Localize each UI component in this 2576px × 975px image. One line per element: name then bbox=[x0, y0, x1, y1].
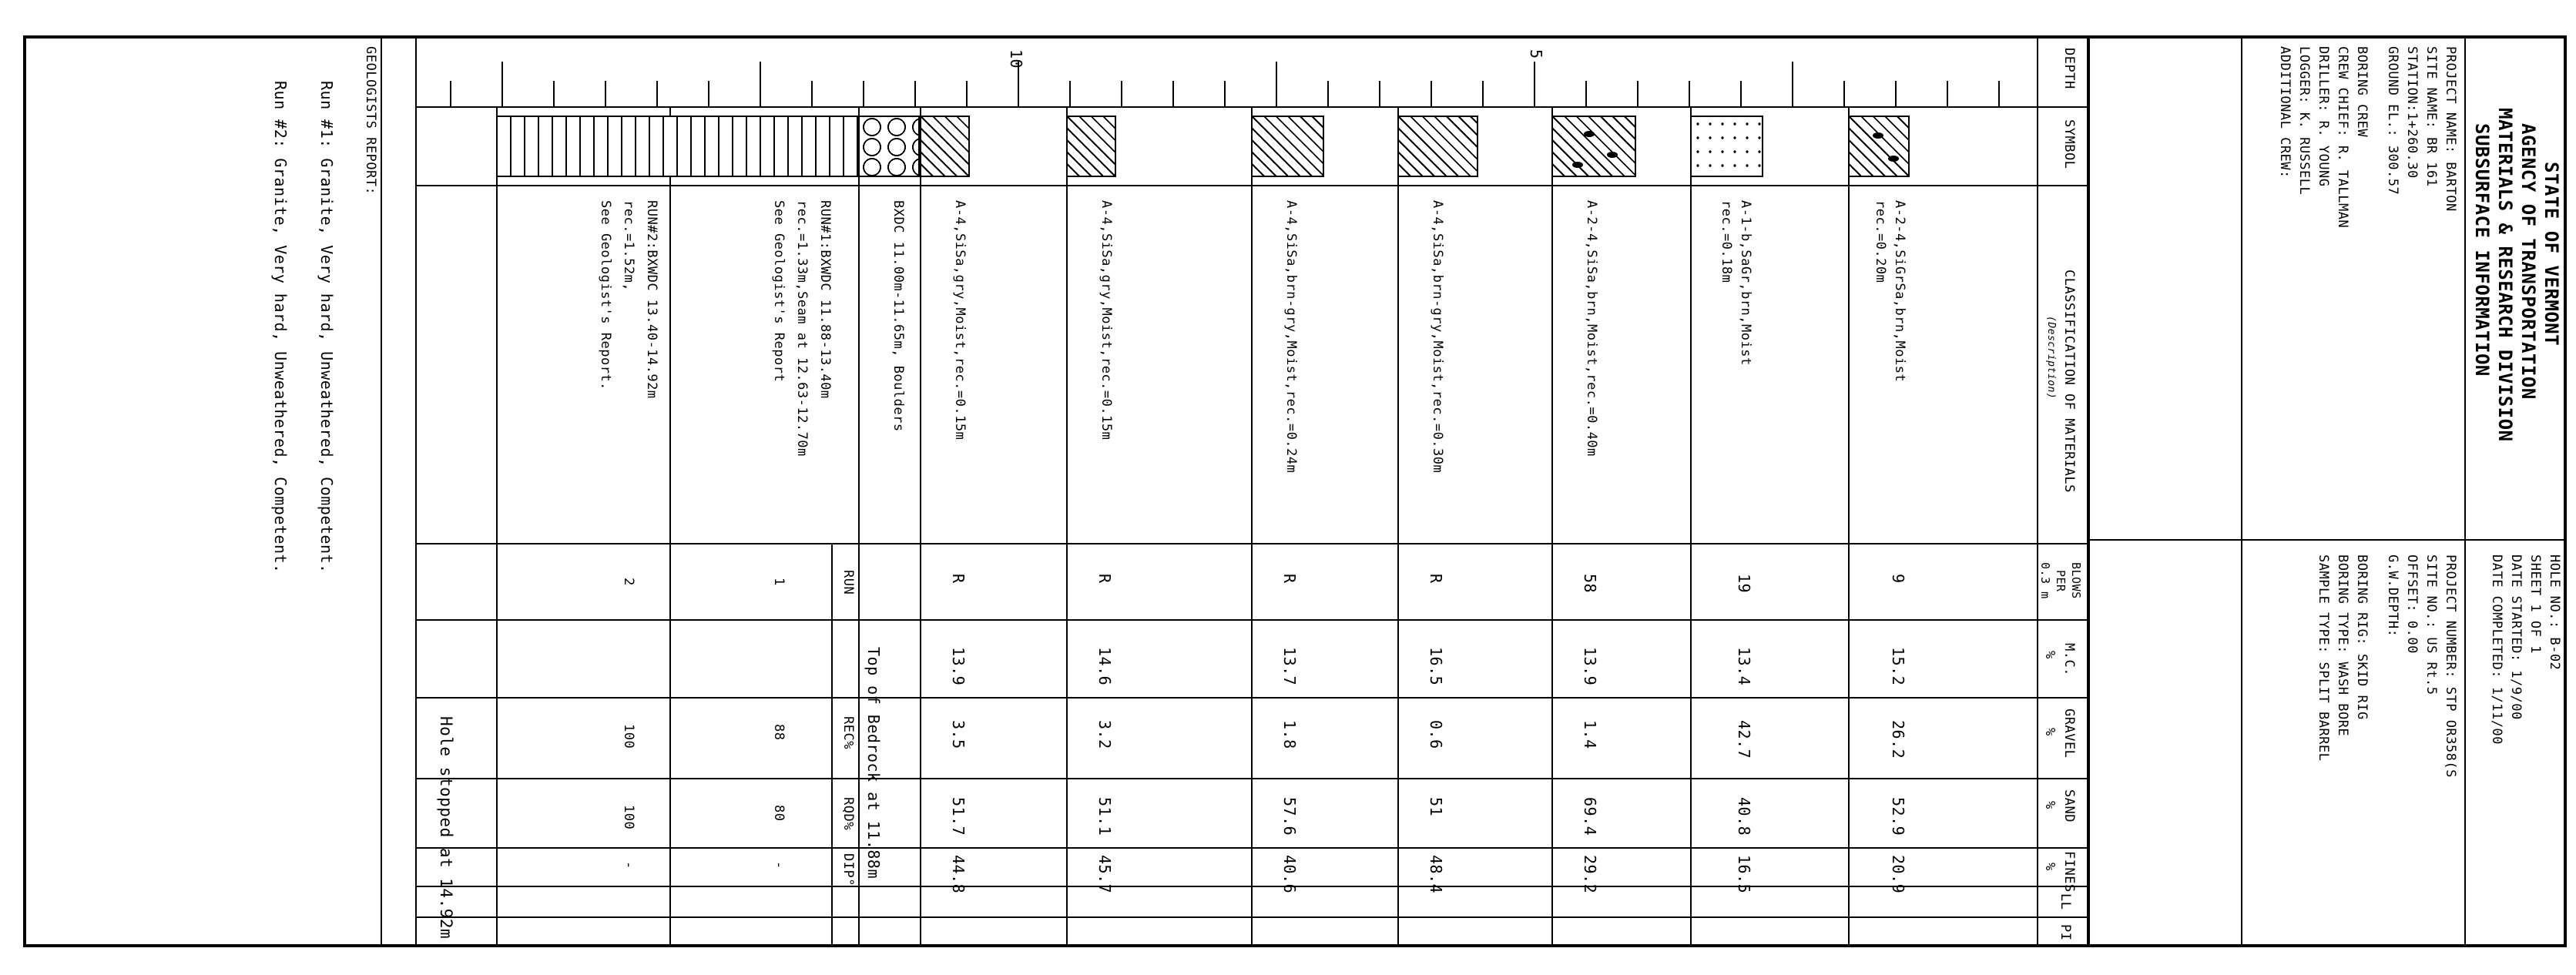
run-boundary bbox=[669, 106, 671, 947]
sample-2-sand: 40.8 bbox=[1735, 797, 1753, 836]
sample-1-fines: 20.9 bbox=[1889, 855, 1907, 894]
sample-7-fines: 44.8 bbox=[949, 855, 968, 894]
bedrock-boundary bbox=[858, 106, 860, 947]
date-completed: DATE COMPLETED: 1/11/00 bbox=[2489, 555, 2504, 745]
org-line-3: MATERIALS & RESEARCH DIVISION bbox=[2494, 108, 2516, 442]
station: STATION:1+260.30 bbox=[2404, 46, 2420, 179]
col-blows-3: 0.3 m bbox=[2038, 562, 2052, 599]
sample-3-mc: 13.9 bbox=[1581, 647, 1599, 686]
col-symbol: SYMBOL bbox=[2061, 119, 2077, 169]
sample-6-gravel: 3.2 bbox=[1095, 720, 1114, 749]
hole-no: HOLE NO.: B-02 bbox=[2547, 555, 2562, 671]
project-number: PROJECT NUMBER: STP OR358(S bbox=[2443, 555, 2458, 778]
depth-tick bbox=[914, 81, 916, 106]
col-fines-1: FINES bbox=[2061, 851, 2077, 893]
sample-5-gravel: 1.8 bbox=[1280, 720, 1299, 749]
sample-4-gravel: 0.6 bbox=[1427, 720, 1445, 749]
depth-tick bbox=[1585, 81, 1587, 106]
org-line-2: AGENCY OF TRANSPORTATION bbox=[2517, 123, 2539, 400]
col-gravel-1: GRAVEL bbox=[2061, 709, 2077, 759]
sample-1-rec: rec.=0.20m bbox=[1873, 200, 1888, 283]
symbol-silty-gravel-sand bbox=[1848, 116, 1910, 177]
rock-header-rqd: RQD% bbox=[840, 797, 856, 830]
col-depth: DEPTH bbox=[2061, 48, 2077, 89]
sample-2-fines: 16.5 bbox=[1735, 855, 1753, 894]
run-1-number: 1 bbox=[771, 578, 787, 586]
depth-label-10: 10 bbox=[1007, 49, 1025, 69]
depth-tick bbox=[450, 81, 451, 106]
col-gravel-2: % bbox=[2042, 728, 2058, 736]
boulders-desc: BXDC 11.00m-11.65m, Boulders bbox=[891, 200, 906, 432]
log-left-border bbox=[415, 39, 417, 947]
col-ll: LL bbox=[2058, 893, 2073, 910]
depth-tick bbox=[1276, 62, 1277, 106]
symbol-silty-sand bbox=[1251, 116, 1324, 177]
depth-tick bbox=[1895, 81, 1897, 106]
sample-5-blows: R bbox=[1280, 574, 1299, 584]
sheet-no: SHEET 1 OF 1 bbox=[2527, 555, 2543, 654]
run1-line2: rec.=1.33m,Seam at 12.63-12.70m bbox=[794, 200, 810, 457]
project-name: PROJECT NAME: BARTON bbox=[2443, 46, 2458, 212]
run-1-rec: 88 bbox=[771, 724, 787, 741]
site-no: SITE NO.: US Rt.5 bbox=[2423, 555, 2439, 695]
org-line-4: SUBSURFACE INFORMATION bbox=[2471, 123, 2493, 377]
sample-boundary bbox=[1251, 106, 1253, 947]
sample-1-gravel: 26.2 bbox=[1889, 720, 1907, 759]
depth-tick bbox=[1534, 62, 1535, 106]
sample-4-mc: 16.5 bbox=[1427, 647, 1445, 686]
sample-6-desc: A-4,SiSa,gry,Moist,rec.=0.15m bbox=[1098, 200, 1114, 441]
depth-label-5: 5 bbox=[1527, 49, 1545, 59]
depth-tick bbox=[1379, 81, 1380, 106]
boring-log-sheet bbox=[23, 35, 2567, 947]
ground-el: GROUND EL.: 300.57 bbox=[2385, 46, 2400, 196]
sample-3-gravel: 1.4 bbox=[1581, 720, 1599, 749]
header-title-line bbox=[2464, 39, 2466, 947]
header-divider bbox=[2087, 39, 2090, 947]
sample-3-sand: 69.4 bbox=[1581, 797, 1599, 836]
sample-6-blows: R bbox=[1095, 574, 1114, 584]
col-blows-1: BLOWS bbox=[2069, 562, 2083, 599]
depth-tick bbox=[1843, 81, 1845, 106]
org-line-1: STATE OF VERMONT bbox=[2541, 162, 2562, 347]
symbol-bedrock bbox=[496, 116, 858, 177]
offset: OFFSET: 0.00 bbox=[2404, 555, 2420, 654]
col-pi: PI bbox=[2058, 924, 2073, 941]
boring-rig: BORING RIG: SKID RIG bbox=[2354, 555, 2370, 720]
sample-4-fines: 48.4 bbox=[1427, 855, 1445, 894]
column-header-line bbox=[2037, 39, 2038, 947]
sample-2-desc: A-1-b,SaGr,brn,Moist bbox=[1738, 200, 1753, 366]
col-sand-2: % bbox=[2042, 801, 2058, 809]
sample-boundary bbox=[1551, 106, 1553, 947]
depth-tick bbox=[1689, 81, 1690, 106]
depth-tick bbox=[501, 62, 503, 106]
sample-2-rec: rec.=0.18m bbox=[1719, 200, 1734, 283]
depth-tick bbox=[1792, 62, 1793, 106]
col-blows-2: PER bbox=[2054, 570, 2068, 592]
depth-tick bbox=[1431, 81, 1432, 106]
geologists-report-run2: Run #2: Granite, Very hard, Unweathered, Competent. bbox=[271, 81, 290, 574]
sample-1-sand: 52.9 bbox=[1889, 797, 1907, 836]
geologist-report-divider bbox=[381, 39, 382, 947]
sample-7-mc: 13.9 bbox=[949, 647, 968, 686]
sample-6-mc: 14.6 bbox=[1095, 647, 1114, 686]
sample-5-fines: 40.6 bbox=[1280, 855, 1299, 894]
depth-tick bbox=[966, 81, 968, 106]
sample-7-gravel: 3.5 bbox=[949, 720, 968, 749]
driller: DRILLER: R. YOUNG bbox=[2316, 46, 2331, 187]
sample-4-sand: 51 bbox=[1427, 797, 1445, 817]
depth-tick bbox=[1740, 81, 1742, 106]
run-1-rqd: 80 bbox=[771, 805, 787, 822]
run-1-dip: - bbox=[771, 861, 787, 869]
depth-tick bbox=[1482, 81, 1484, 106]
sample-boundary bbox=[1066, 106, 1068, 947]
sample-1-mc: 15.2 bbox=[1889, 647, 1907, 686]
sample-4-blows: R bbox=[1427, 574, 1445, 584]
run-2-rec: 100 bbox=[621, 724, 636, 749]
sample-boundary bbox=[1690, 106, 1692, 947]
col-mc-2: % bbox=[2042, 651, 2058, 659]
depth-tick bbox=[1172, 81, 1174, 106]
sample-6-sand: 51.1 bbox=[1095, 797, 1114, 836]
sample-boundary bbox=[920, 106, 921, 947]
col-sand-1: SAND bbox=[2061, 789, 2077, 823]
depth-tick bbox=[1327, 81, 1329, 106]
geologists-report-run1: Run #1: Granite, Very hard, Unweathered, Competent. bbox=[317, 81, 336, 574]
depth-tick bbox=[553, 81, 555, 106]
depth-tick bbox=[656, 81, 658, 106]
run-2-dip: - bbox=[621, 861, 636, 869]
symbol-boulders bbox=[858, 116, 920, 177]
depth-tick bbox=[1069, 81, 1071, 106]
logger: LOGGER: K. RUSSELL bbox=[2296, 46, 2312, 196]
sample-5-mc: 13.7 bbox=[1280, 647, 1299, 686]
run-boundary bbox=[496, 106, 498, 947]
gw-depth: G.W.DEPTH: bbox=[2385, 555, 2400, 638]
header-info-line bbox=[2241, 39, 2242, 947]
col-fines-2: % bbox=[2042, 863, 2058, 871]
rock-header-dip: DIP° bbox=[840, 853, 856, 886]
sample-boundary bbox=[1848, 106, 1850, 947]
depth-tick bbox=[1637, 81, 1639, 106]
geologists-report-title: GEOLOGISTS REPORT: bbox=[363, 46, 378, 196]
additional-crew: ADDITIONAL CREW: bbox=[2277, 46, 2293, 179]
run2-line2: rec.=1.52m, bbox=[621, 200, 636, 292]
depth-tick bbox=[605, 81, 606, 106]
run-2-number: 2 bbox=[621, 578, 636, 586]
rock-table-line bbox=[831, 543, 833, 947]
depth-tick bbox=[760, 62, 761, 106]
symbol-silty-sand bbox=[920, 116, 970, 177]
col-description: (Description) bbox=[2045, 316, 2057, 400]
boring-type: BORING TYPE: WASH BORE bbox=[2335, 555, 2350, 737]
sample-7-sand: 51.7 bbox=[949, 797, 968, 836]
run1-line3: See Geologist's Report bbox=[771, 200, 787, 383]
depth-tick bbox=[1947, 81, 1948, 106]
sample-7-blows: R bbox=[949, 574, 968, 584]
symbol-sand-gravel bbox=[1690, 116, 1763, 177]
sample-3-desc: A-2-4,SiSa,brn,Moist,rec.=0.40m bbox=[1584, 200, 1599, 457]
boring-crew: BORING CREW bbox=[2354, 46, 2370, 138]
sample-7-desc: A-4,SiSa,gry,Moist,rec.=0.15m bbox=[952, 200, 968, 441]
sample-3-blows: 58 bbox=[1581, 574, 1599, 594]
sample-4-desc: A-4,SiSa,brn-gry,Moist,rec.=0.30m bbox=[1430, 200, 1445, 474]
symbol-silty-sand bbox=[1551, 116, 1636, 177]
sample-1-desc: A-2-4,SiGrSa,brn,Moist bbox=[1892, 200, 1907, 383]
crew-chief: CREW CHIEF: R. TALLMAN bbox=[2335, 46, 2350, 229]
top-of-bedrock: Top of Bedrock at 11.88m bbox=[864, 647, 883, 879]
sample-5-sand: 57.6 bbox=[1280, 797, 1299, 836]
sample-3-fines: 29.2 bbox=[1581, 855, 1599, 894]
sample-2-blows: 19 bbox=[1735, 574, 1753, 594]
hole-stopped: Hole stopped at 14.92m bbox=[437, 716, 455, 940]
symbol-silty-sand bbox=[1066, 116, 1116, 177]
col-classification: CLASSIFICATION OF MATERIALS bbox=[2061, 270, 2077, 493]
sample-type: SAMPLE TYPE: SPLIT BARREL bbox=[2316, 555, 2331, 762]
sample-1-blows: 9 bbox=[1889, 574, 1907, 584]
run2-line1: RUN#2:BXWDC 13.40-14.92m bbox=[644, 200, 659, 399]
depth-tick bbox=[708, 81, 709, 106]
depth-tick bbox=[1998, 81, 2000, 106]
depth-tick bbox=[1121, 81, 1122, 106]
date-started: DATE STARTED: 1/9/00 bbox=[2508, 555, 2524, 720]
depth-tick bbox=[1224, 81, 1226, 106]
rock-header-rec: REC% bbox=[840, 716, 856, 749]
sample-6-fines: 45.7 bbox=[1095, 855, 1114, 894]
sample-2-gravel: 42.7 bbox=[1735, 720, 1753, 759]
sample-boundary bbox=[1397, 106, 1399, 947]
run-2-rqd: 100 bbox=[621, 805, 636, 830]
depth-tick bbox=[811, 81, 813, 106]
symbol-silty-sand bbox=[1397, 116, 1478, 177]
run1-line1: RUN#1:BXWDC 11.88-13.40m bbox=[817, 200, 833, 399]
depth-tick bbox=[863, 81, 864, 106]
site-name: SITE NAME: BR 161 bbox=[2423, 46, 2439, 187]
col-mc-1: M.C. bbox=[2061, 643, 2077, 676]
sample-2-mc: 13.4 bbox=[1735, 647, 1753, 686]
run2-line3: See Geologist's Report. bbox=[598, 200, 613, 390]
sample-5-desc: A-4,SiSa,brn-gry,Moist,rec.=0.24m bbox=[1283, 200, 1299, 474]
rock-header-run: RUN bbox=[840, 570, 856, 595]
header-split-line bbox=[2088, 539, 2567, 541]
